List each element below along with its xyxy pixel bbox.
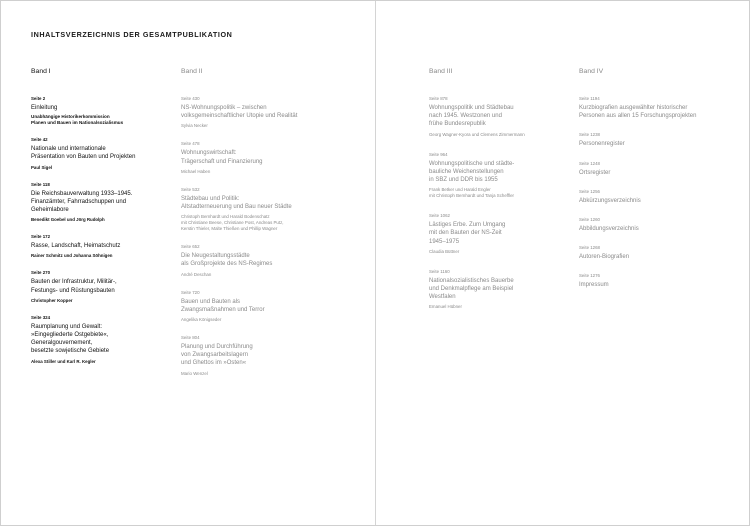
- entry-list: [579, 96, 729, 290]
- entry-authors: Frank Betker und Harald Engler mit Christoph Bernhardt und Tanja Scheffler: [429, 187, 515, 199]
- entry-page: Seite 1160: [429, 268, 450, 274]
- entry-page: Seite 720: [181, 289, 200, 295]
- entry-subtitle: Unabhängige Historikerkommission Planen und Bauen im Nationalsozialismus: [31, 114, 124, 126]
- entry-page: Seite 478: [181, 141, 200, 147]
- toc-entry: [31, 315, 171, 365]
- entry-authors: Angelika Königseder: [181, 317, 222, 323]
- entry-page: Seite 1260: [579, 217, 600, 223]
- entry-page: Seite 532: [181, 186, 200, 192]
- entry-title: NS-Wohnungspolitik – zwischen volksgemeinschaftlicher Utopie und Realität: [181, 105, 298, 120]
- entry-page: Seite 430: [181, 96, 200, 101]
- band-heading: Band III: [429, 68, 453, 75]
- toc-entry: [579, 245, 729, 261]
- entry-title: Wohnungspolitische und städte- bauliche Weichenstellungen in SBZ und DDR bis 1955: [429, 160, 515, 184]
- entry-page: Seite 1268: [579, 245, 600, 251]
- entry-page: Seite 964: [429, 151, 448, 157]
- toc-entry: [429, 269, 569, 311]
- toc-entry: [579, 161, 729, 177]
- band-heading: Band I: [31, 68, 51, 75]
- band-heading: Band II: [181, 68, 203, 75]
- entry-authors: André Deschan: [181, 271, 212, 277]
- entry-authors: Mario Wenzel: [181, 370, 208, 376]
- entry-title: Autoren-Biografien: [579, 254, 630, 261]
- toc-entry: [31, 182, 171, 224]
- entry-title: Impressum: [579, 282, 609, 289]
- entry-title: Städtebau und Politik: Altstadterneuerung und Bau neuer Städte: [181, 195, 292, 211]
- entry-authors: Christoph Bernhardt und Harald Bodenschatz mit Christiane Beese, Christiane Post, Andreas Putz, Kerstin Thieler, Malte Thießen und Phillip Wagner: [181, 214, 284, 232]
- toc-entry: [181, 244, 351, 277]
- band-3-column: [429, 68, 569, 324]
- entry-authors: Georg Wagner-Kyora und Clemens Zimmermann: [429, 131, 525, 137]
- entry-title: Kurzbiografien ausgewählter historischer Personen aus allen 15 Forschungsprojekten: [579, 105, 697, 120]
- entry-title: Nationale und internationale Präsentation von Bauten und Projekten: [31, 146, 136, 161]
- entry-page: Seite 804: [181, 335, 200, 341]
- entry-authors: Christopher Kopper: [31, 297, 73, 303]
- toc-entry: [181, 187, 351, 232]
- page-gutter: [375, 1, 376, 525]
- entry-authors: Michael Haben: [181, 168, 211, 174]
- entry-title: Ortsregister: [579, 169, 611, 176]
- entry-page: Seite 1194: [579, 96, 600, 101]
- entry-title: Einleitung: [31, 105, 58, 111]
- toc-entry: [31, 270, 171, 303]
- entry-title: Abkürzungsverzeichnis: [579, 197, 641, 204]
- entry-page: Seite 1248: [579, 160, 600, 166]
- toc-entry: [31, 234, 171, 259]
- entry-page: Seite 878: [429, 96, 448, 101]
- band-2-column: [181, 68, 351, 389]
- entry-authors: Sylvia Necker: [181, 123, 208, 129]
- entry-page: Seite 1062: [429, 213, 450, 219]
- entry-page: Seite 652: [181, 244, 200, 250]
- toc-entry: [429, 213, 569, 255]
- entry-title: Planung und Durchführung von Zwangsarbeitslagern und Ghettos im »Osten«: [181, 344, 253, 367]
- entry-authors: Claudia Büttner: [429, 248, 460, 254]
- entry-page: Seite 118: [31, 181, 50, 187]
- toc-entry: [429, 152, 569, 200]
- toc-entry: [181, 290, 351, 323]
- entry-title: Abbildungsverzeichnis: [579, 226, 639, 233]
- entry-title: Die Neugestaltungsstädte als Großprojekte des NS-Regimes: [181, 253, 273, 268]
- entry-authors: Paul Sigel: [31, 164, 52, 170]
- entry-authors: Alexa Stiller und Karl R. Kegler: [31, 358, 96, 364]
- entry-page: Seite 1276: [579, 273, 600, 279]
- entry-list: [181, 96, 351, 377]
- toc-entry: [31, 96, 171, 126]
- band-1-column: [31, 68, 171, 376]
- toc-entry: [31, 137, 171, 170]
- toc-entry: [579, 132, 729, 148]
- entry-page: Seite 324: [31, 314, 51, 320]
- toc-entry: [579, 217, 729, 233]
- band-4-column: [579, 68, 729, 302]
- toc-entry: [579, 273, 729, 289]
- entry-title: Lästiges Erbe. Zum Umgang mit den Bauten der NS-Zeit 1945–1975: [429, 222, 506, 245]
- toc-entry: [181, 96, 351, 129]
- entry-title: Personenregister: [579, 141, 625, 148]
- entry-page: Seite 172: [31, 234, 51, 240]
- entry-title: Nationalsozialistisches Bauerbe und Denkmalpflege am Beispiel Westfalen: [429, 277, 514, 301]
- page-title: INHALTSVERZEICHNIS DER GESAMTPUBLIKATION: [31, 30, 233, 39]
- band-heading: Band IV: [579, 68, 604, 75]
- entry-page: Seite 270: [31, 270, 51, 276]
- entry-title: Rasse, Landschaft, Heimatschutz: [31, 243, 121, 250]
- entry-list: [31, 96, 171, 365]
- entry-list: [429, 96, 569, 310]
- entry-title: Bauen und Bauten als Zwangsmaßnahmen und Terror: [181, 298, 265, 313]
- entry-authors: Emanuel Hübner: [429, 304, 462, 310]
- entry-page: Seite 1256: [579, 188, 600, 194]
- entry-page: Seite 2: [31, 96, 46, 101]
- entry-title: Wohnungspolitik und Städtebau nach 1945. Westzonen und frühe Bundesrepublik: [429, 105, 514, 128]
- entry-authors: Benedikt Goebel und Jörg Rudolph: [31, 217, 105, 223]
- toc-entry: [429, 96, 569, 138]
- toc-entry: [181, 335, 351, 377]
- toc-entry: [579, 189, 729, 205]
- entry-authors: Rainer Schmitz und Johanna Söhnigen: [31, 253, 113, 259]
- entry-title: Bauten der Infrastruktur, Militär-, Festungs- und Rüstungsbauten: [31, 279, 117, 294]
- entry-page: Seite 42: [31, 137, 48, 143]
- entry-title: Wohnungswirtschaft: Trägerschaft und Finanzierung: [181, 150, 263, 165]
- toc-entry: [181, 141, 351, 174]
- toc-entry: [579, 96, 729, 120]
- entry-page: Seite 1238: [579, 132, 600, 138]
- entry-title: Die Reichsbauverwaltung 1933–1945. Finanzämter, Fahrradschuppen und Geheimlabore: [31, 190, 133, 214]
- entry-title: Raumplanung und Gewalt: »Eingegliederte Ostgebiete«, Generalgouvernement, besetzte sowjetische Gebiete: [31, 323, 110, 355]
